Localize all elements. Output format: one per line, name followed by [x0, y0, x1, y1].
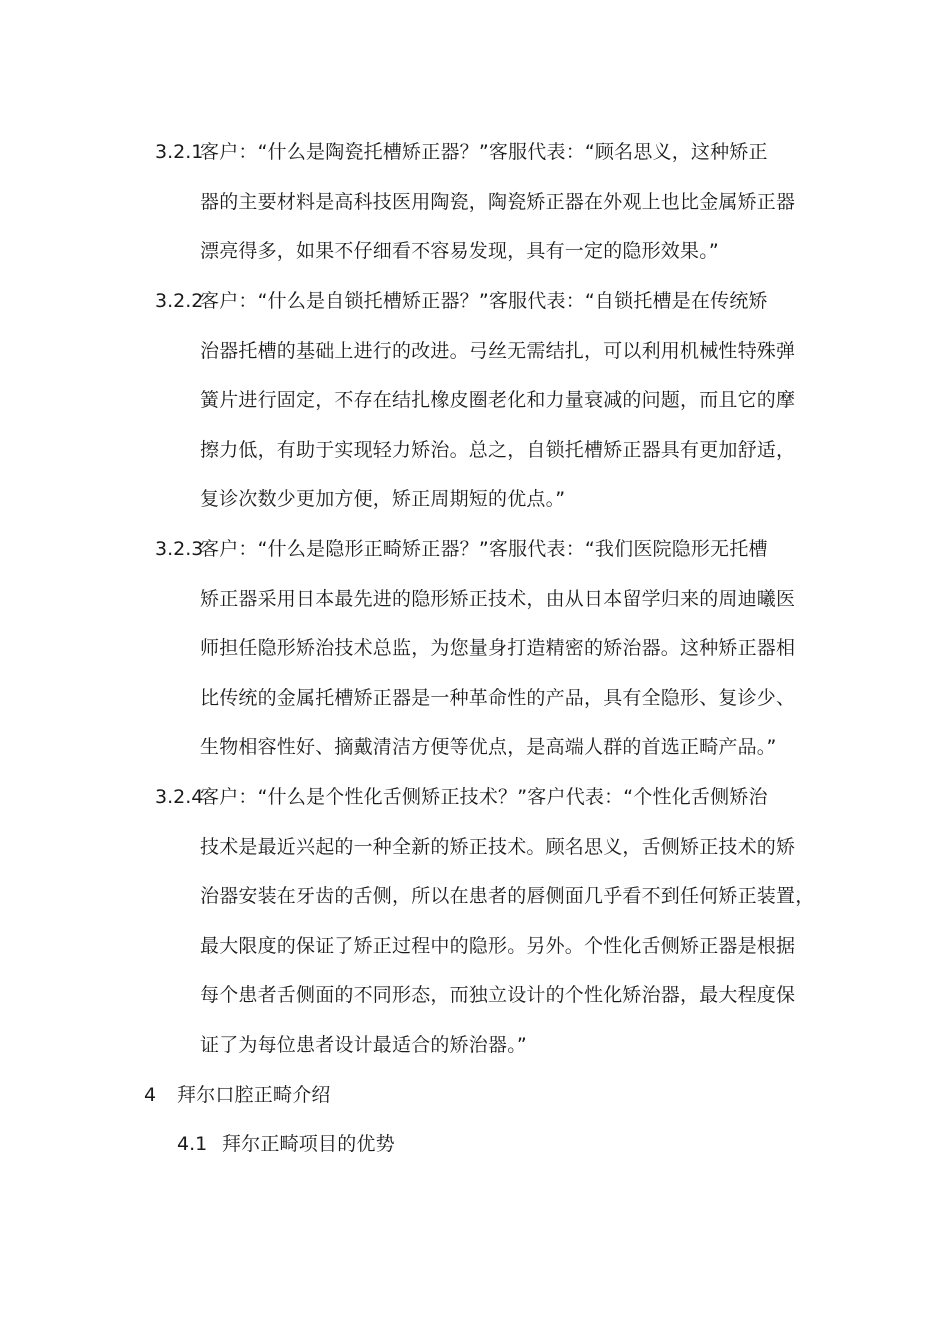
heading-4-number: 4 — [144, 1084, 157, 1106]
section-number-3-2-4: 3.2.4 — [155, 786, 204, 808]
paragraph-3-2-3-line-3: 师担任隐形矫治技术总监，为您量身打造精密的矫治器。这种矫正器相 — [200, 637, 796, 659]
section-number-3-2-1: 3.2.1 — [155, 141, 204, 163]
paragraph-3-2-2-line-4: 擦力低，有助于实现轻力矫治。总之，自锁托槽矫正器具有更加舒适， — [200, 439, 796, 461]
paragraph-3-2-3-line-2: 矫正器采用日本最先进的隐形矫正技术，由从日本留学归来的周迪曦医 — [200, 588, 796, 610]
paragraph-3-2-1-line-3: 漂亮得多，如果不仔细看不容易发现，具有一定的隐形效果。” — [200, 240, 719, 262]
paragraph-3-2-1-line-1: 客户：“什么是陶瓷托槽矫正器？”客服代表：“顾名思义，这种矫正 — [200, 141, 768, 163]
section-number-3-2-2: 3.2.2 — [155, 290, 204, 312]
paragraph-3-2-4-line-5: 每个患者舌侧面的不同形态，而独立设计的个性化矫治器，最大程度保 — [200, 984, 796, 1006]
paragraph-3-2-3-line-5: 生物相容性好、摘戴清洁方便等优点，是高端人群的首选正畸产品。” — [200, 736, 777, 758]
paragraph-3-2-4-line-1: 客户：“什么是个性化舌侧矫正技术？”客户代表：“个性化舌侧矫治 — [200, 786, 768, 808]
paragraph-3-2-2-line-1: 客户：“什么是自锁托槽矫正器？”客服代表：“自锁托槽是在传统矫 — [200, 290, 768, 312]
section-number-3-2-3: 3.2.3 — [155, 538, 204, 560]
paragraph-3-2-2-line-3: 簧片进行固定，不存在结扎橡皮圈老化和力量衰减的问题，而且它的摩 — [200, 389, 796, 411]
heading-4-1-title: 拜尔正畸项目的优势 — [222, 1133, 395, 1155]
paragraph-3-2-2-line-5: 复诊次数少更加方便，矫正周期短的优点。” — [200, 488, 566, 510]
heading-4-title: 拜尔口腔正畸介绍 — [177, 1084, 331, 1106]
paragraph-3-2-1-line-2: 器的主要材料是高科技医用陶瓷，陶瓷矫正器在外观上也比金属矫正器 — [200, 191, 796, 213]
paragraph-3-2-4-line-2: 技术是最近兴起的一种全新的矫正技术。顾名思义，舌侧矫正技术的矫 — [200, 836, 796, 858]
paragraph-3-2-3-line-1: 客户：“什么是隐形正畸矫正器？”客服代表：“我们医院隐形无托槽 — [200, 538, 768, 560]
paragraph-3-2-4-line-6: 证了为每位患者设计最适合的矫治器。” — [200, 1034, 527, 1056]
heading-4-1-number: 4.1 — [177, 1133, 208, 1155]
paragraph-3-2-4-line-3: 治器安装在牙齿的舌侧，所以在患者的唇侧面几乎看不到任何矫正装置， — [200, 885, 815, 907]
paragraph-3-2-3-line-4: 比传统的金属托槽矫正器是一种革命性的产品，具有全隐形、复诊少、 — [200, 687, 796, 709]
paragraph-3-2-4-line-4: 最大限度的保证了矫正过程中的隐形。另外。个性化舌侧矫正器是根据 — [200, 935, 796, 957]
paragraph-3-2-2-line-2: 治器托槽的基础上进行的改进。弓丝无需结扎，可以利用机械性特殊弹 — [200, 340, 796, 362]
